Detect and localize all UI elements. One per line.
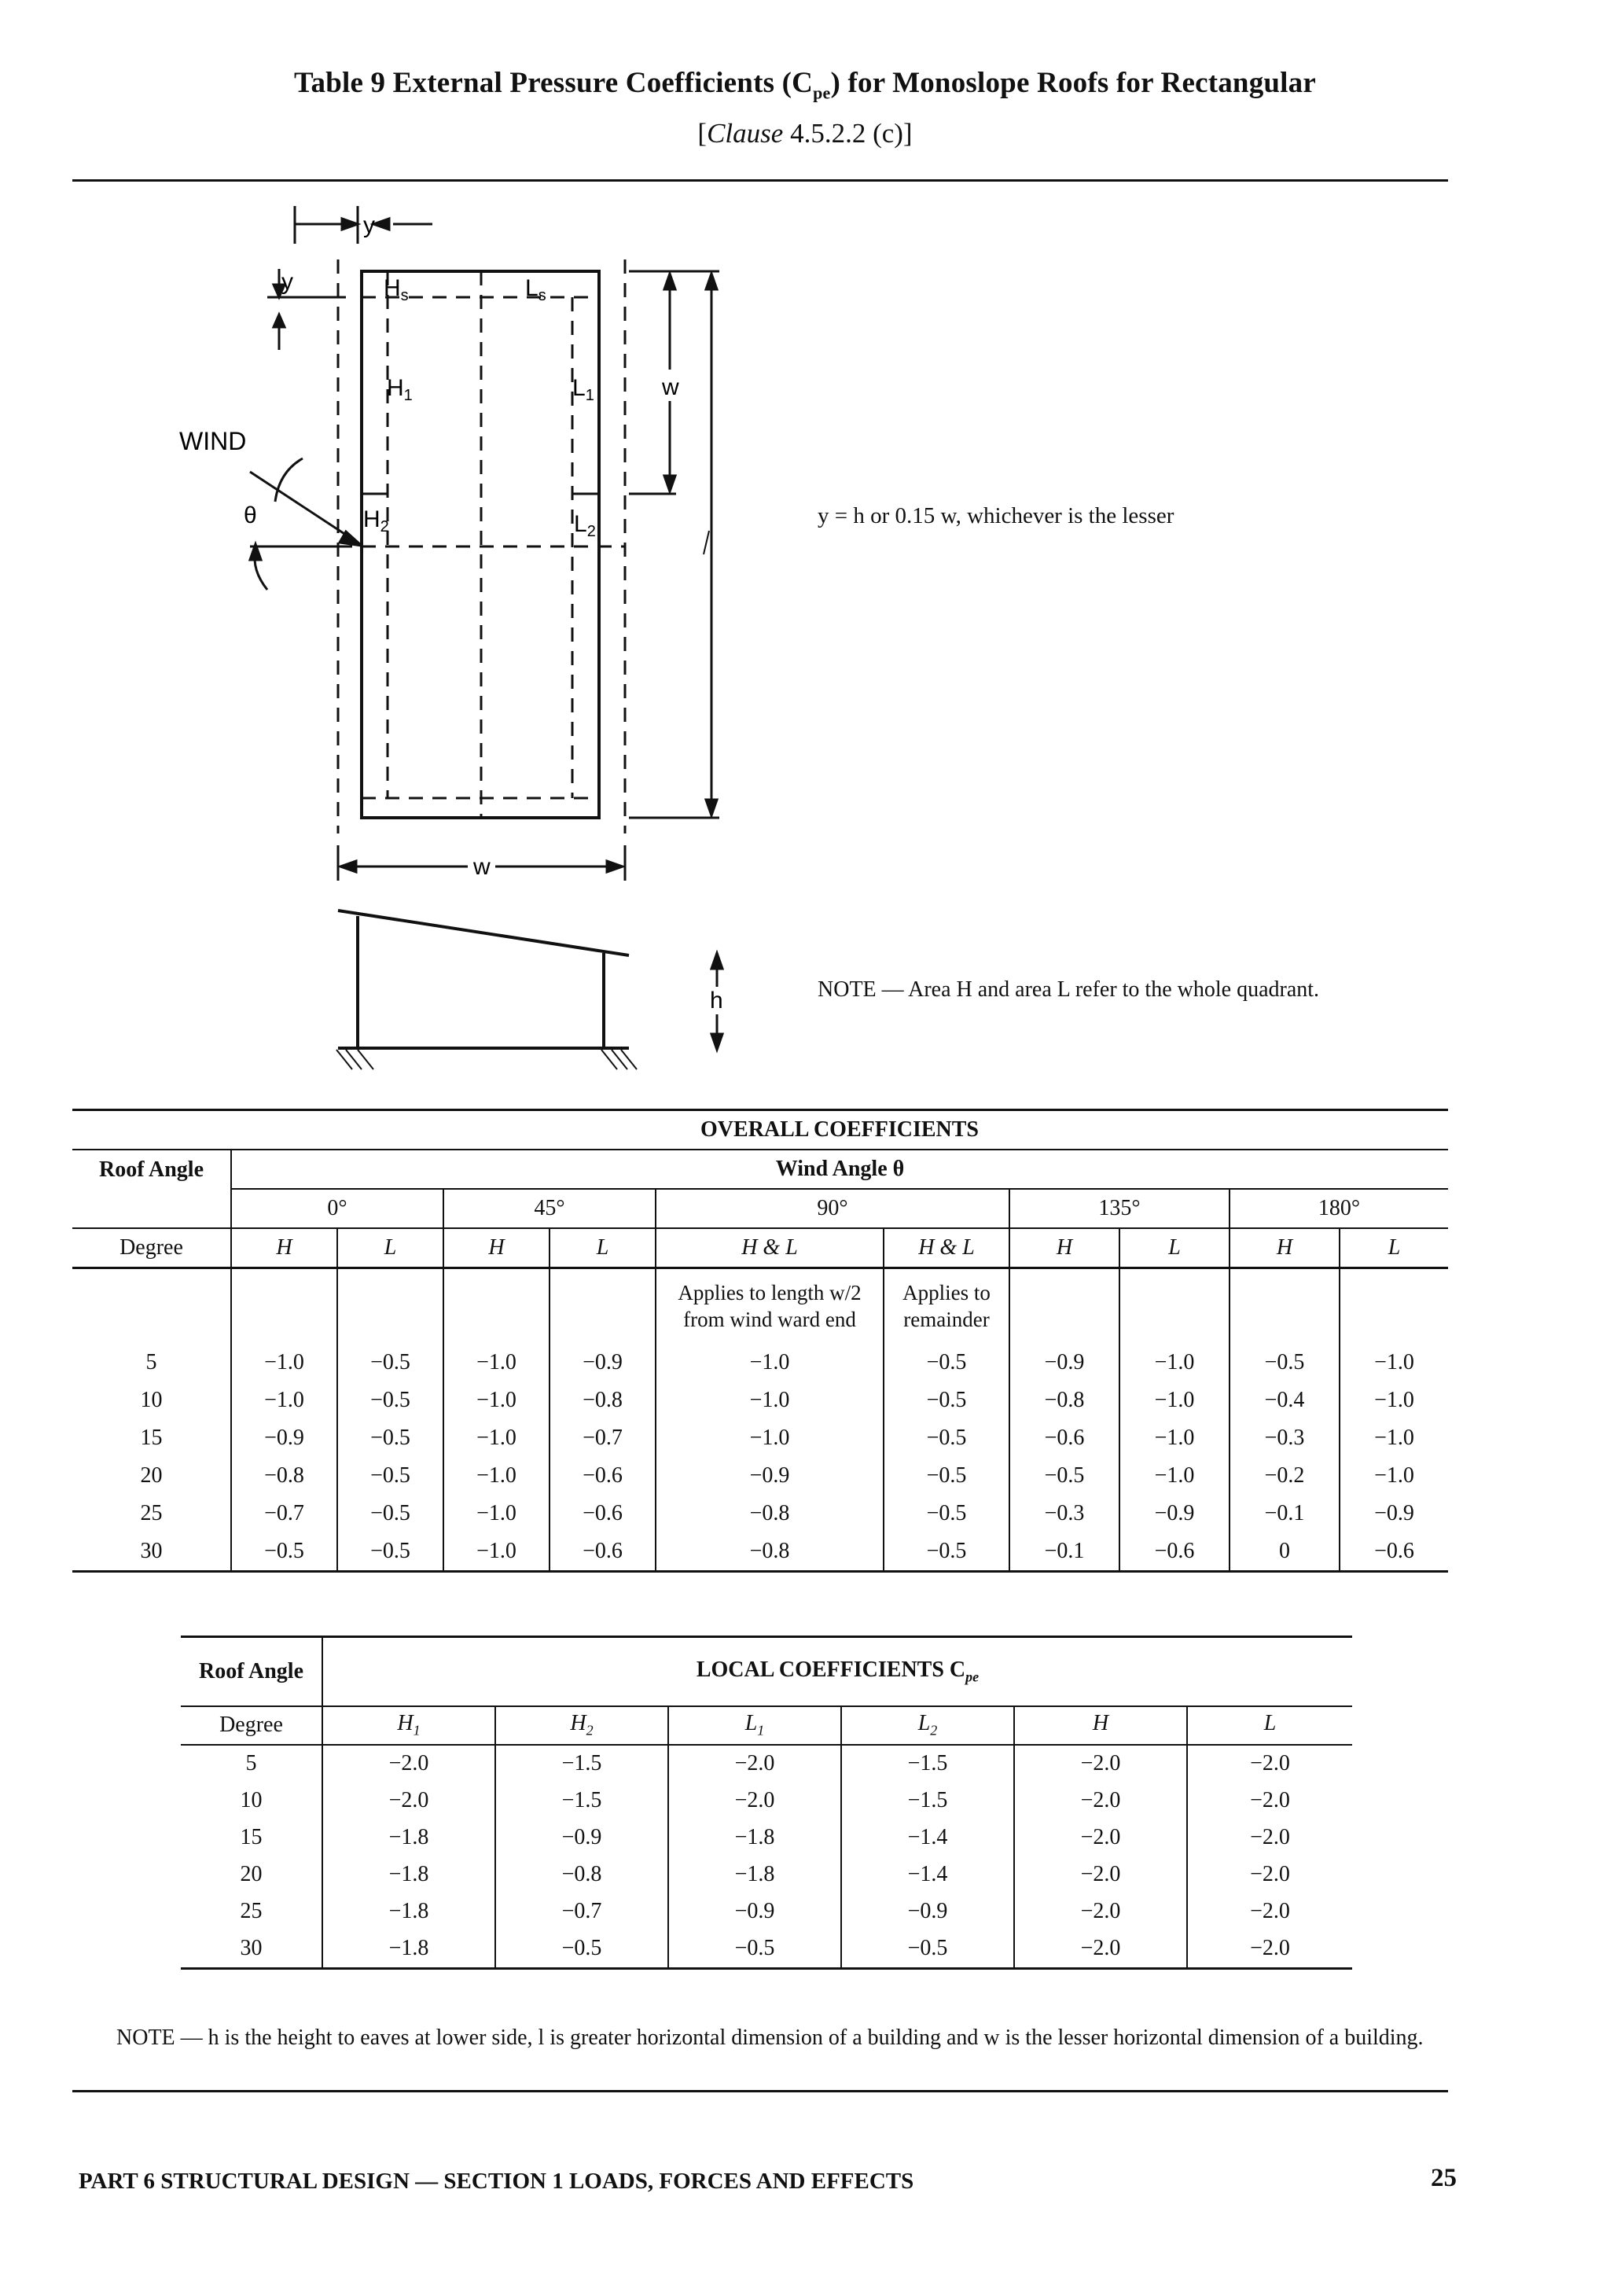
local-coefficient-cell: −1.8 bbox=[322, 1893, 495, 1930]
table-row bbox=[181, 1930, 1352, 1969]
coefficient-cell: −0.8 bbox=[550, 1382, 656, 1419]
coefficient-cell: −0.9 bbox=[1119, 1495, 1230, 1533]
local-coefficient-cell: −1.5 bbox=[841, 1745, 1014, 1783]
coefficient-cell: −0.5 bbox=[884, 1495, 1009, 1533]
coefficient-cell: −0.1 bbox=[1009, 1533, 1119, 1572]
local-coefficient-cell: −1.8 bbox=[668, 1856, 841, 1893]
wind-angle-header: Wind Angle θ bbox=[231, 1150, 1448, 1189]
local-coefficient-cell: −2.0 bbox=[1014, 1856, 1187, 1893]
sub-header: H & L bbox=[656, 1228, 884, 1268]
local-coefficient-cell: −2.0 bbox=[1187, 1820, 1352, 1856]
local-col-header: $L_1$ bbox=[668, 1706, 841, 1745]
coefficient-cell: −1.0 bbox=[443, 1495, 550, 1533]
clause-word: Clause bbox=[707, 118, 784, 149]
local-coefficient-cell: −2.0 bbox=[1187, 1745, 1352, 1783]
coefficient-cell: −1.0 bbox=[231, 1344, 337, 1382]
table-row bbox=[181, 1745, 1352, 1783]
local-roof-angle-header: Roof Angle bbox=[181, 1637, 322, 1706]
coefficient-cell: −0.5 bbox=[337, 1344, 443, 1382]
coefficient-cell: −1.0 bbox=[231, 1382, 337, 1419]
roof-angle-cell: 10 bbox=[140, 1387, 163, 1412]
local-coefficient-cell: −2.0 bbox=[1014, 1930, 1187, 1969]
sub-header: H bbox=[1009, 1228, 1119, 1268]
clause-open: [ bbox=[697, 118, 708, 149]
roof-angle-cell: 15 bbox=[140, 1425, 163, 1450]
roof-plan-diagram bbox=[0, 0, 1610, 1101]
table-row bbox=[181, 1783, 1352, 1820]
local-roof-angle-cell: 10 bbox=[240, 1788, 263, 1812]
local-coefficient-cell: −2.0 bbox=[1187, 1930, 1352, 1969]
note-90-first: Applies to length w/2 from wind ward end bbox=[656, 1268, 884, 1344]
y-definition-note: y = h or 0.15 w, whichever is the lesser bbox=[818, 503, 1174, 528]
y-label-left: y bbox=[281, 269, 293, 295]
h-label: h bbox=[710, 988, 723, 1014]
local-col-header: L bbox=[1187, 1706, 1352, 1745]
coefficient-cell: −0.8 bbox=[656, 1495, 884, 1533]
sub-header: L bbox=[550, 1228, 656, 1268]
local-coefficient-cell: −1.8 bbox=[322, 1930, 495, 1969]
local-coefficient-cell: −1.5 bbox=[841, 1783, 1014, 1820]
coefficient-cell: −0.5 bbox=[1009, 1457, 1119, 1495]
zone-h2: $H_2$ bbox=[363, 506, 389, 535]
local-coefficient-cell: −2.0 bbox=[1187, 1856, 1352, 1893]
zone-ls: $L_s$ bbox=[525, 275, 546, 304]
local-roof-angle-cell: 25 bbox=[240, 1899, 263, 1923]
local-col-header: $H_1$ bbox=[322, 1706, 495, 1745]
zone-l1: $L_1$ bbox=[572, 375, 594, 404]
angle-180-header: 180° bbox=[1230, 1189, 1448, 1228]
local-roof-angle-cell: 5 bbox=[181, 1745, 322, 1783]
angle-90-header: 90° bbox=[656, 1189, 1009, 1228]
coefficient-cell: −1.0 bbox=[656, 1344, 884, 1382]
local-coefficient-cell: −0.9 bbox=[495, 1820, 668, 1856]
coefficient-cell: −1.0 bbox=[1340, 1382, 1448, 1419]
note-90-second: Applies to remainder bbox=[884, 1268, 1009, 1344]
local-coefficient-cell: −2.0 bbox=[668, 1745, 841, 1783]
coefficient-cell: −0.6 bbox=[550, 1533, 656, 1572]
local-roof-angle-cell: 20 bbox=[240, 1862, 263, 1886]
local-col-header: H bbox=[1014, 1706, 1187, 1745]
local-coefficient-cell: −1.8 bbox=[322, 1856, 495, 1893]
coefficient-cell: −0.8 bbox=[656, 1533, 884, 1572]
coefficient-cell: −0.6 bbox=[1009, 1419, 1119, 1457]
sub-header: H bbox=[443, 1228, 550, 1268]
local-coefficient-cell: −2.0 bbox=[1187, 1783, 1352, 1820]
coefficient-cell: −0.6 bbox=[1340, 1533, 1448, 1572]
coefficient-cell: −1.0 bbox=[443, 1457, 550, 1495]
local-coefficient-cell: −2.0 bbox=[1014, 1820, 1187, 1856]
local-coefficient-cell: −1.5 bbox=[495, 1745, 668, 1783]
coefficient-cell: −0.8 bbox=[1009, 1382, 1119, 1419]
coefficient-cell: −0.5 bbox=[337, 1382, 443, 1419]
area-note: NOTE — Area H and area L refer to the whole quadrant. bbox=[818, 977, 1320, 1002]
local-col-header: $L_2$ bbox=[841, 1706, 1014, 1745]
coefficient-cell: −0.7 bbox=[231, 1495, 337, 1533]
roof-angle-cell: 5 bbox=[145, 1349, 157, 1374]
bottom-note: NOTE — h is the height to eaves at lower side, l is greater horizontal dimension of a building and w is the lesser horizontal dimension of a building. bbox=[116, 2026, 1424, 2050]
coefficient-cell: −0.1 bbox=[1230, 1495, 1340, 1533]
local-coefficient-cell: −2.0 bbox=[322, 1783, 495, 1820]
coefficient-cell: −1.0 bbox=[443, 1382, 550, 1419]
coefficient-cell: −1.0 bbox=[1119, 1419, 1230, 1457]
coefficient-cell: −0.9 bbox=[656, 1457, 884, 1495]
title-main: Table 9 External Pressure Coefficients (C bbox=[294, 67, 814, 99]
local-coefficient-cell: −2.0 bbox=[1014, 1745, 1187, 1783]
table-row bbox=[72, 1495, 1448, 1533]
local-coefficient-cell: −2.0 bbox=[1014, 1893, 1187, 1930]
footer-section-title: PART 6 STRUCTURAL DESIGN — SECTION 1 LOADS, FORCES AND EFFECTS bbox=[79, 2169, 914, 2194]
coefficient-cell: −0.4 bbox=[1230, 1382, 1340, 1419]
coefficient-cell: −0.9 bbox=[550, 1344, 656, 1382]
zone-hs: $H_s$ bbox=[384, 275, 409, 304]
angle-135-header: 135° bbox=[1009, 1189, 1230, 1228]
angle-0-header: 0° bbox=[231, 1189, 443, 1228]
coefficient-cell: −0.9 bbox=[1340, 1495, 1448, 1533]
coefficient-cell: −0.5 bbox=[884, 1419, 1009, 1457]
overall-coefficients-table bbox=[72, 1109, 1448, 1573]
local-coefficient-cell: −0.8 bbox=[495, 1856, 668, 1893]
degree-header: Degree bbox=[72, 1228, 231, 1268]
sub-header: H bbox=[1230, 1228, 1340, 1268]
local-coefficient-cell: −1.8 bbox=[668, 1820, 841, 1856]
sub-header: H & L bbox=[884, 1228, 1009, 1268]
local-coefficients-table bbox=[181, 1636, 1352, 1970]
coefficient-cell: −1.0 bbox=[1119, 1382, 1230, 1419]
local-coefficient-cell: −2.0 bbox=[322, 1745, 495, 1783]
coefficient-cell: −0.5 bbox=[884, 1382, 1009, 1419]
coefficient-cell: −0.9 bbox=[1009, 1344, 1119, 1382]
local-coefficient-cell: −1.5 bbox=[495, 1783, 668, 1820]
coefficient-cell: −0.6 bbox=[1119, 1533, 1230, 1572]
wind-label: WIND bbox=[179, 427, 247, 455]
title-subscript: pe bbox=[813, 83, 831, 103]
table-row bbox=[72, 1419, 1448, 1457]
local-coefficient-cell: −0.5 bbox=[841, 1930, 1014, 1969]
coefficient-cell: −0.3 bbox=[1230, 1419, 1340, 1457]
overall-body bbox=[72, 1344, 1448, 1572]
local-coefficient-cell: −0.9 bbox=[668, 1893, 841, 1930]
theta-label: θ bbox=[244, 502, 257, 528]
local-col-header: $H_2$ bbox=[495, 1706, 668, 1745]
coefficient-cell: −1.0 bbox=[443, 1533, 550, 1572]
roof-angle-header: Roof Angle bbox=[72, 1150, 231, 1189]
coefficient-cell: −1.0 bbox=[443, 1344, 550, 1382]
coefficient-cell: −1.0 bbox=[1340, 1344, 1448, 1382]
local-coefficient-cell: −2.0 bbox=[1187, 1893, 1352, 1930]
coefficient-cell: −1.0 bbox=[1119, 1344, 1230, 1382]
footer-rule bbox=[72, 2090, 1448, 2092]
w-label-bottom: w bbox=[473, 854, 491, 880]
table-row bbox=[72, 1382, 1448, 1419]
local-degree-header: Degree bbox=[181, 1706, 322, 1745]
roof-angle-cell: 25 bbox=[140, 1500, 163, 1525]
table-row bbox=[181, 1856, 1352, 1893]
coefficient-cell: −1.0 bbox=[443, 1419, 550, 1457]
coefficient-cell: −0.5 bbox=[884, 1533, 1009, 1572]
local-roof-angle-cell: 30 bbox=[181, 1930, 322, 1969]
coefficient-cell: −0.6 bbox=[550, 1457, 656, 1495]
coefficient-cell: −0.5 bbox=[231, 1533, 337, 1572]
local-coefficient-cell: −0.5 bbox=[495, 1930, 668, 1969]
coefficient-cell: −0.5 bbox=[1230, 1344, 1340, 1382]
zone-l2: $L_2$ bbox=[574, 511, 596, 540]
coefficient-cell: −0.7 bbox=[550, 1419, 656, 1457]
title-rest: ) for Monoslope Roofs for Rectangular bbox=[830, 67, 1316, 99]
local-coefficient-cell: −1.4 bbox=[841, 1820, 1014, 1856]
local-coefficient-cell: −0.7 bbox=[495, 1893, 668, 1930]
local-coefficient-cell: −0.5 bbox=[668, 1930, 841, 1969]
coefficient-cell: −0.5 bbox=[337, 1419, 443, 1457]
coefficient-cell: −0.2 bbox=[1230, 1457, 1340, 1495]
table-row bbox=[72, 1457, 1448, 1495]
coefficient-cell: −0.9 bbox=[231, 1419, 337, 1457]
y-label-top: y bbox=[363, 212, 375, 238]
local-roof-angle-cell: 15 bbox=[240, 1825, 263, 1849]
sub-header: L bbox=[1340, 1228, 1448, 1268]
local-section-title: LOCAL COEFFICIENTS $C_{pe}$ bbox=[322, 1637, 1352, 1706]
table-row bbox=[72, 1344, 1448, 1382]
roof-angle-cell: 30 bbox=[72, 1533, 231, 1572]
coefficient-cell: −0.5 bbox=[337, 1457, 443, 1495]
page-number: 25 bbox=[1431, 2164, 1457, 2192]
table-row bbox=[181, 1893, 1352, 1930]
local-body bbox=[181, 1745, 1352, 1969]
overall-section-title: OVERALL COEFFICIENTS bbox=[231, 1110, 1448, 1150]
sub-header: L bbox=[1119, 1228, 1230, 1268]
coefficient-cell: −1.0 bbox=[656, 1419, 884, 1457]
zone-h1: $H_1$ bbox=[387, 375, 413, 404]
coefficient-cell: 0 bbox=[1230, 1533, 1340, 1572]
clause-number: 4.5.2.2 (c)] bbox=[790, 118, 913, 149]
sub-header: H bbox=[231, 1228, 337, 1268]
coefficient-cell: −1.0 bbox=[1119, 1457, 1230, 1495]
local-coefficient-cell: −0.9 bbox=[841, 1893, 1014, 1930]
coefficient-cell: −1.0 bbox=[1340, 1457, 1448, 1495]
sub-header: L bbox=[337, 1228, 443, 1268]
table-row bbox=[72, 1533, 1448, 1572]
table-row bbox=[181, 1820, 1352, 1856]
w-label-right: w bbox=[662, 374, 679, 400]
coefficient-cell: −1.0 bbox=[1340, 1419, 1448, 1457]
angle-45-header: 45° bbox=[443, 1189, 656, 1228]
coefficient-cell: −1.0 bbox=[656, 1382, 884, 1419]
coefficient-cell: −0.5 bbox=[337, 1533, 443, 1572]
coefficient-cell: −0.8 bbox=[231, 1457, 337, 1495]
coefficient-cell: −0.5 bbox=[337, 1495, 443, 1533]
local-coefficient-cell: −2.0 bbox=[668, 1783, 841, 1820]
roof-angle-cell: 20 bbox=[140, 1463, 163, 1488]
local-coefficient-cell: −1.4 bbox=[841, 1856, 1014, 1893]
local-coefficient-cell: −2.0 bbox=[1014, 1783, 1187, 1820]
local-coefficient-cell: −1.8 bbox=[322, 1820, 495, 1856]
coefficient-cell: −0.3 bbox=[1009, 1495, 1119, 1533]
coefficient-cell: −0.5 bbox=[884, 1344, 1009, 1382]
coefficient-cell: −0.6 bbox=[550, 1495, 656, 1533]
coefficient-cell: −0.5 bbox=[884, 1457, 1009, 1495]
